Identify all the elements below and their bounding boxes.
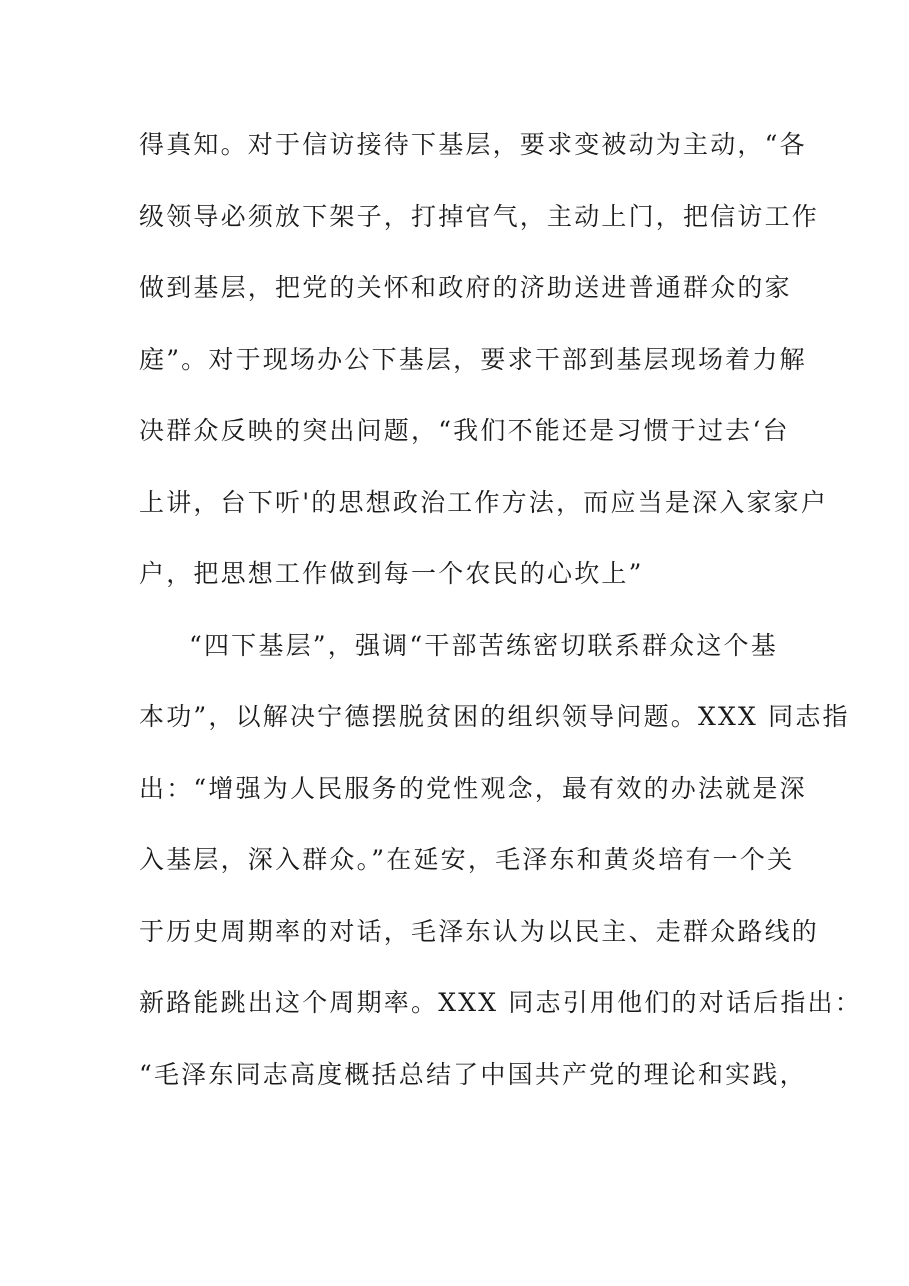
paragraph-1-line-5: 决群众反映的突出问题，“我们不能还是习惯于过去‘台: [139, 416, 790, 445]
paragraph-2-line-4: 入基层，深入群众。”在延安，毛泽东和黄炎培有一个关: [139, 845, 795, 874]
paragraph-1-line-2: 级领导必须放下架子，打掉官气，主动上门，把信访工作: [139, 202, 820, 231]
paragraph-2-line-7: “毛泽东同志高度概括总结了中国共产党的理论和实践，: [139, 1060, 807, 1089]
paragraph-2-line-5: 于历史周期率的对话，毛泽东认为以民主、走群众路线的: [139, 917, 820, 946]
paragraph-1-line-6: 上讲，台下听'的思想政治工作方法，而应当是深入家家户: [139, 488, 829, 517]
paragraph-2-line-2: 本功”，以解决宁德摆脱贫困的组织领导问题。XXX 同志指: [139, 702, 850, 731]
paragraph-2-line-3: 出：“增强为人民服务的党性观念，最有效的办法就是深: [139, 774, 807, 803]
paragraph-2-line-1: “四下基层”，强调“干部苦练密切联系群众这个基: [189, 631, 778, 660]
paragraph-1-line-1: 得真知。对于信访接待下基层，要求变被动为主动，“各: [139, 130, 807, 159]
paragraph-1-line-4: 庭”。对于现场办公下基层，要求干部到基层现场着力解: [139, 345, 807, 374]
paragraph-2-line-6: 新路能跳出这个周期率。XXX 同志引用他们的对话后指出：: [139, 988, 862, 1017]
paragraph-1-line-7: 户，把思想工作做到每一个农民的心坎上”: [139, 559, 644, 588]
paragraph-1-line-3: 做到基层，把党的关怀和政府的济助送进普通群众的家: [139, 273, 792, 302]
